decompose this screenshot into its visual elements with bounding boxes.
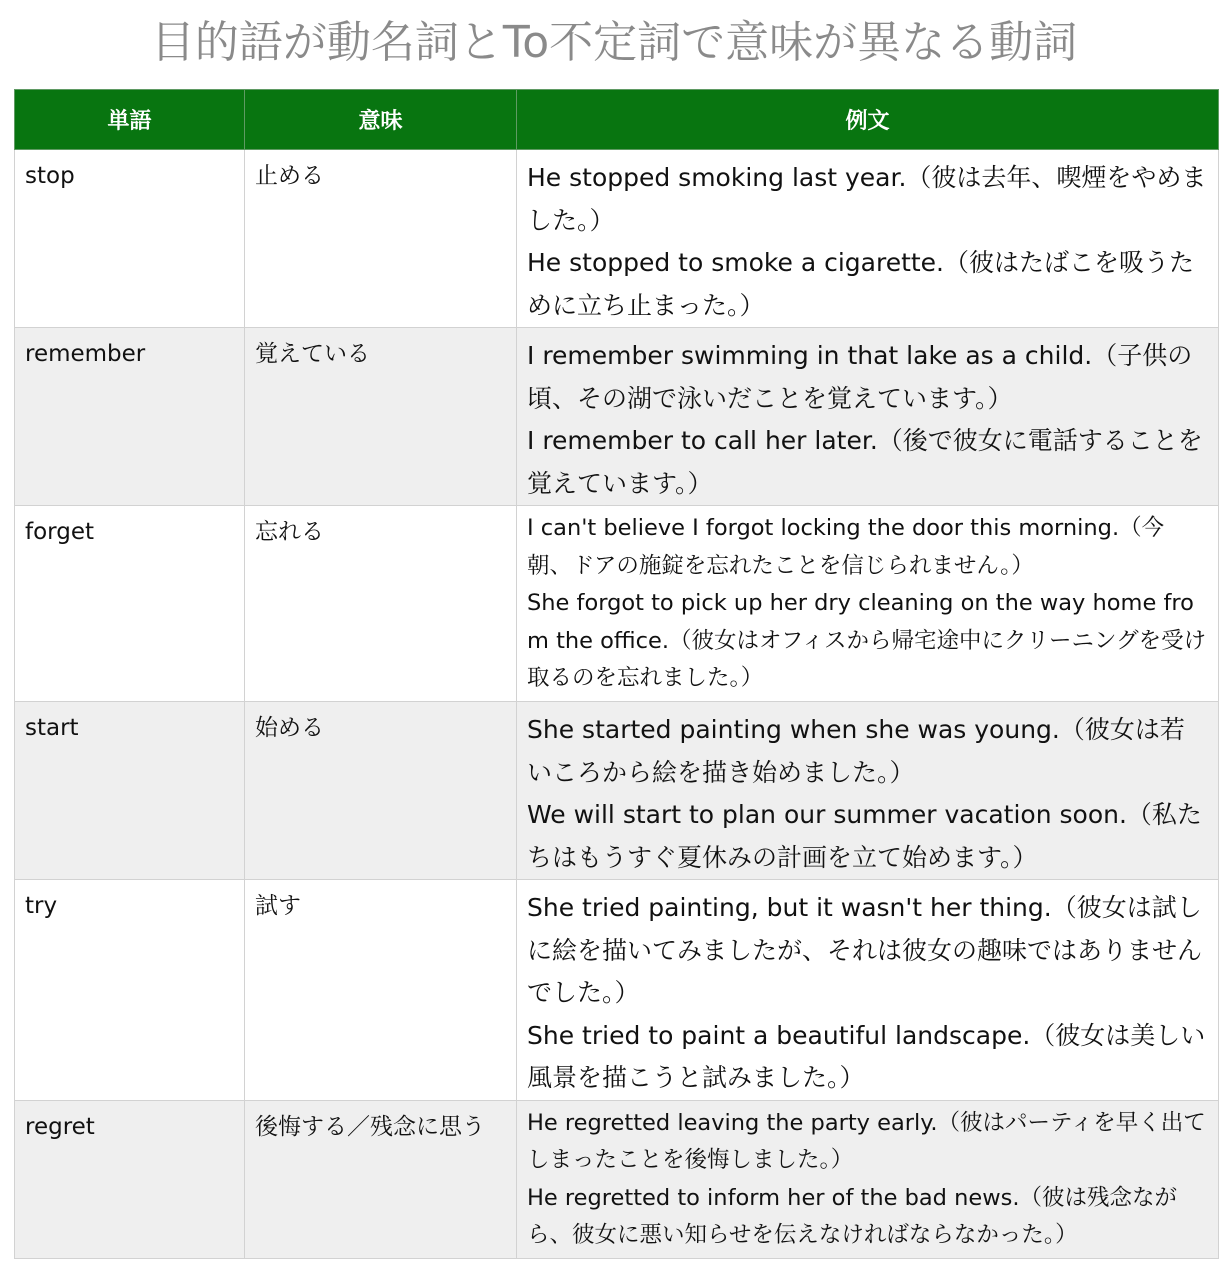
word-cell <box>15 150 245 328</box>
meaning-text: 後悔する／残念に思う <box>255 1113 485 1140</box>
word-text: remember <box>25 341 146 367</box>
meaning-cell <box>245 1100 517 1258</box>
word-text: regret <box>25 1113 95 1140</box>
page-title: 目的語が動名詞とTo不定詞で意味が異なる動詞 <box>150 17 1078 68</box>
example-cell <box>517 328 1219 506</box>
example-sentence: She tried painting, but it wasn't her thing.（彼女は試しに絵を描いてみましたが、それは彼女の趣味ではありませんでした。） <box>527 893 1203 1007</box>
column-header-word: 単語 <box>15 90 245 150</box>
table-row <box>15 328 1219 506</box>
word-text: try <box>25 893 58 919</box>
example-cell <box>517 702 1219 880</box>
example-cell <box>517 150 1219 328</box>
example-cell <box>517 506 1219 702</box>
example-sentence: I can't believe I forgot locking the door this morning.（今朝、ドアの施錠を忘れたことを信じられません。） <box>527 515 1165 579</box>
table-header-row <box>15 90 1219 150</box>
word-cell <box>15 506 245 702</box>
meaning-cell <box>245 506 517 702</box>
meaning-cell <box>245 702 517 880</box>
example-cell <box>517 880 1219 1101</box>
example-cell <box>517 1100 1219 1258</box>
meaning-text: 試す <box>255 893 301 919</box>
table-row <box>15 702 1219 880</box>
example-sentence: He regretted to inform her of the bad news.（彼は残念ながら、彼女に悪い知らせを伝えなければならなかった。） <box>527 1184 1177 1248</box>
word-cell <box>15 1100 245 1258</box>
example-sentence: She tried to paint a beautiful landscape.（彼女は美しい風景を描こうと試みました。） <box>527 1020 1206 1092</box>
table-row <box>15 150 1219 328</box>
example-sentence: He regretted leaving the party early.（彼はパーティを早く出てしまったことを後悔しました。） <box>527 1109 1206 1173</box>
example-sentence: He stopped smoking last year.（彼は去年、喫煙をやめました。） <box>527 163 1207 235</box>
example-sentence: She started painting when she was young.（彼女は若いころから絵を描き始めました。） <box>527 715 1185 787</box>
example-sentence: I remember swimming in that lake as a child.（子供の頃、その湖で泳いだことを覚えています。） <box>527 341 1193 413</box>
meaning-text: 覚えている <box>255 341 370 367</box>
meaning-text: 始める <box>255 715 324 741</box>
column-header-meaning: 意味 <box>245 90 517 150</box>
word-cell <box>15 880 245 1101</box>
word-text: forget <box>25 519 94 545</box>
meaning-cell <box>245 150 517 328</box>
table-row <box>15 506 1219 702</box>
meaning-cell <box>245 880 517 1101</box>
table-row <box>15 880 1219 1101</box>
example-sentence: She forgot to pick up her dry cleaning on the way home from the office.（彼女はオフィスから帰宅途中にクリーニングを受け取るのを忘れました。） <box>527 590 1207 691</box>
word-text: start <box>25 715 79 741</box>
vocabulary-table <box>14 89 1219 1259</box>
word-cell <box>15 702 245 880</box>
word-cell <box>15 328 245 506</box>
column-header-example: 例文 <box>517 90 1219 150</box>
example-sentence: He stopped to smoke a cigarette.（彼はたばこを吸うために立ち止まった。） <box>527 248 1195 320</box>
example-sentence: We will start to plan our summer vacation soon.（私たちはもうすぐ夏休みの計画を立て始めます。） <box>527 800 1202 872</box>
word-text: stop <box>25 163 75 189</box>
example-sentence: I remember to call her later.（後で彼女に電話することを覚えています。） <box>527 426 1203 498</box>
meaning-text: 止める <box>255 163 324 189</box>
table-row <box>15 1100 1219 1258</box>
meaning-text: 忘れる <box>255 519 324 545</box>
meaning-cell <box>245 328 517 506</box>
